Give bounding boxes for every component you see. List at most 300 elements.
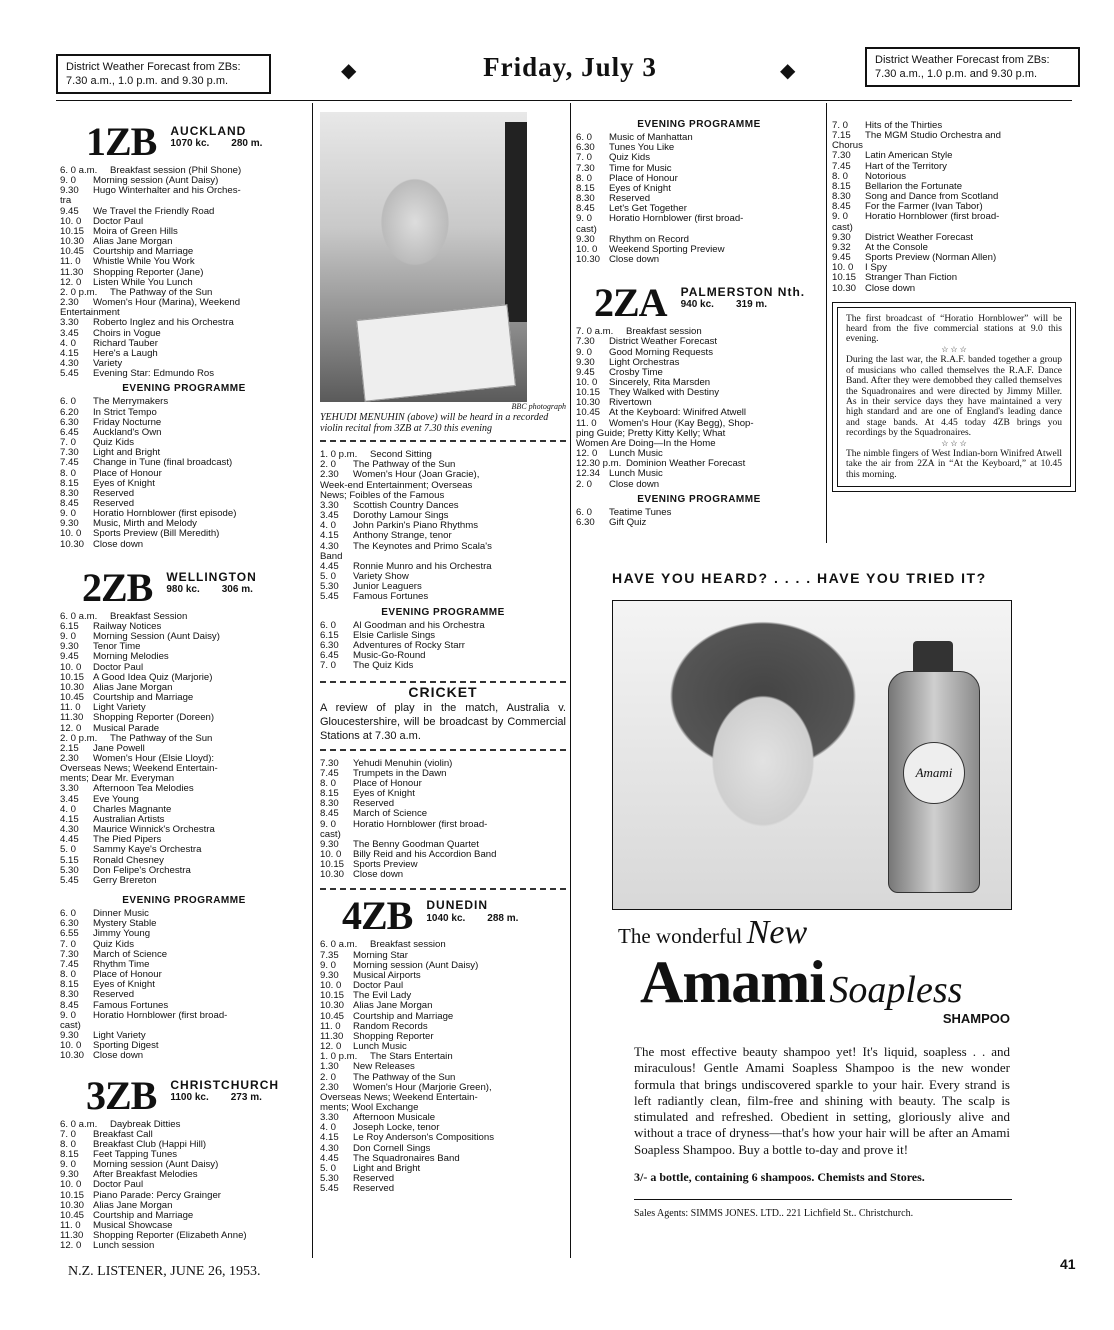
schedule-row [576, 378, 822, 388]
schedule-row [60, 540, 308, 550]
schedule-time: 12. 0 [60, 722, 82, 734]
schedule-row [576, 439, 822, 449]
schedule-time: 4.30 [320, 540, 339, 552]
schedule-time: 9.30 [832, 231, 851, 243]
schedule-programme: Chorus [832, 141, 863, 152]
schedule-row [60, 408, 308, 418]
schedule-programme: The Stars Entertain [370, 1052, 453, 1063]
schedule-time: 10. 0 [60, 661, 82, 673]
schedule-programme: cast) [60, 1020, 81, 1031]
schedule-time: 11.30 [320, 1030, 344, 1042]
schedule-time: 8.45 [60, 999, 79, 1011]
schedule-row [60, 1221, 308, 1231]
schedule-time: 6. 0 a.m. [320, 939, 358, 951]
schedule-programme: Variety [93, 358, 123, 369]
note-squadronaires: During the last war, the R.A.F. banded together a group of musicians who called themselves the R.A.F. Dance Band. After they were demobbed they called themselves the Squadronaires and were directed by Jimmy Miller. As in their service days they have maintained a very high standard and are one of England's leading dance and stage bands. At 4.45 today 4ZB brings you recordings by the Squadronaires. [846, 355, 1062, 439]
schedule-time: 2. 0 [576, 478, 593, 490]
schedule-programme: Courtship and Marriage [353, 1011, 454, 1022]
schedule-time: 2. 0 [320, 459, 337, 471]
schedule-programme: Sports Preview (Bill Meredith) [93, 529, 220, 540]
schedule-row [60, 673, 308, 683]
schedule-row [320, 769, 566, 779]
schedule-row [60, 1051, 308, 1061]
weather-right-line1: District Weather Forecast from ZBs: [875, 54, 1050, 66]
schedule-row [576, 368, 822, 378]
schedule-programme: Joseph Locke, tenor [353, 1123, 440, 1134]
schedule-row [320, 799, 566, 809]
evening-heading: EVENING PROGRAMME [637, 119, 761, 130]
schedule-programme: Musical Parade [93, 723, 160, 734]
schedule-row [576, 508, 822, 518]
schedule-programme: Tunes You Like [609, 143, 675, 154]
schedule-programme: Scottish Country Dances [353, 500, 459, 511]
note-hornblower: The first broadcast of “Horatio Hornblower” will be heard from the five commercial stations at 9.0 this evening. [846, 313, 1062, 345]
evening-heading: EVENING PROGRAMME [122, 383, 246, 395]
schedule-programme: Moira of Green Hills [93, 226, 178, 237]
schedule-time: 6.55 [60, 928, 79, 940]
schedule-row [60, 784, 308, 794]
schedule-row [60, 990, 308, 1000]
schedule-time: 7.30 [576, 336, 595, 348]
schedule-row [60, 469, 308, 479]
schedule-time: 5.15 [60, 854, 79, 866]
schedule-time: 10.30 [832, 282, 857, 294]
evening-4zb [576, 133, 822, 265]
schedule-time: 10. 0 [320, 980, 342, 992]
schedule-time: 8.30 [60, 989, 79, 1001]
schedule-row [320, 552, 566, 562]
schedule-time: 8.15 [832, 180, 851, 192]
schedule-time: 3.30 [60, 317, 79, 329]
schedule-time: 11. 0 [576, 417, 597, 429]
photo-caption: YEHUDI MENUHIN (above) will be heard in a recorded violin recital from 3ZB at 7.30 this evening [320, 412, 549, 435]
schedule-time: 8.45 [576, 203, 595, 215]
schedule-row [60, 1170, 308, 1180]
schedule-row [832, 243, 1076, 253]
schedule-row [320, 971, 566, 981]
schedule-programme: Sporting Digest [93, 1041, 159, 1052]
schedule-programme: Elsie Carlisle Sings [353, 630, 436, 641]
schedule-programme: The Quiz Kids [353, 661, 414, 672]
schedule-programme: Famous Fortunes [353, 592, 429, 603]
schedule-row [320, 1032, 566, 1042]
schedule-time: 10.15 [60, 1189, 85, 1201]
schedule-programme: ments; Wool Exchange [320, 1102, 419, 1113]
schedule-row [60, 919, 308, 929]
station-frequency: 980 kc. 306 m. [166, 583, 253, 595]
schedule-row [320, 789, 566, 799]
schedule-programme: Courtship and Marriage [93, 247, 194, 258]
ad-rule [634, 1199, 1012, 1200]
schedule-programme: The Pathway of the Sun [353, 1072, 456, 1083]
schedule-row [576, 327, 822, 337]
schedule-time: 6. 0 [576, 132, 593, 144]
schedule-time: 3.45 [60, 327, 79, 339]
schedule-programme: Random Records [353, 1021, 428, 1032]
schedule-row [60, 856, 308, 866]
schedule-programme: Morning session (Aunt Daisy) [353, 960, 479, 971]
schedule-time: 6.45 [60, 426, 79, 438]
schedule-programme: ping Guide; Pretty Kitty Kelly; What [576, 428, 726, 439]
schedule-row [576, 235, 822, 245]
schedule-time: 8.45 [60, 498, 79, 509]
schedule-time: 7.45 [320, 767, 339, 779]
schedule-row [576, 245, 822, 255]
schedule-time: 10.30 [576, 397, 601, 409]
schedule-time: 5.45 [60, 874, 79, 886]
schedule-time: 9. 0 [60, 1009, 77, 1021]
schedule-time: 10.30 [60, 681, 85, 693]
schedule-programme: Breakfast session [370, 940, 446, 951]
schedule-time: 4. 0 [320, 520, 337, 532]
notes-box [832, 302, 1076, 493]
schedule-time: 10.30 [60, 236, 85, 248]
schedule-row [320, 1001, 566, 1011]
schedule-row [320, 651, 566, 661]
schedule-programme: Second Sitting [370, 450, 432, 461]
schedule-row [60, 1140, 308, 1150]
schedule-row [832, 182, 1076, 192]
schedule-time: 9.30 [320, 838, 339, 850]
schedule-programme: Close down [609, 255, 660, 266]
ad-copy: The most effective beauty shampoo yet! It's liquid, soapless . . and miraculous! Gentle Amami Soapless Shampoo is the new wonder formula that brings undiscovered sparkle to your hair. Every strand is left radiantly clean, film-free and shining with beauty. The scalp is stimulated and refreshed. Obedient in setting, gloriously alive and without a trace of dryness—that's how your hair will be after an Amami Soapless Shampoo. Buy a bottle to-day and prove it! [634, 1044, 1010, 1157]
schedule-time: 7.30 [576, 162, 595, 174]
page-date: Friday, July 3 [483, 52, 657, 82]
schedule-row [60, 509, 308, 519]
schedule-row [320, 1052, 566, 1062]
schedule-row [60, 815, 308, 825]
schedule-time: 12. 0 [60, 1240, 82, 1252]
amami-advertisement [612, 570, 1032, 1219]
schedule-programme: Morning Star [353, 950, 408, 961]
schedule-programme: Bellarion the Fortunate [865, 181, 963, 192]
schedule-time: 7. 0 [60, 1128, 77, 1140]
schedule-programme: Horatio Hornblower (first broad- [93, 1010, 228, 1021]
schedule-row [320, 1164, 566, 1174]
schedule-time: 8.15 [320, 788, 339, 800]
schedule-1zb [60, 166, 308, 379]
schedule-row [832, 202, 1076, 212]
schedule-2zb [60, 612, 308, 886]
diamond-icon: ◆ [341, 60, 357, 82]
schedule-programme: John Parkin's Piano Rhythms [353, 521, 479, 532]
schedule-programme: The MGM Studio Orchestra and [865, 131, 1001, 142]
schedule-time: 8. 0 [60, 467, 77, 479]
schedule-time: 8. 0 [576, 172, 593, 184]
schedule-time: 6.30 [60, 416, 79, 428]
schedule-time: 10.45 [576, 407, 601, 419]
schedule-row [576, 419, 822, 429]
schedule-row [60, 1160, 308, 1170]
schedule-row [60, 247, 308, 257]
schedule-time: 9. 0 [60, 631, 77, 643]
schedule-programme: Maurice Winnick's Orchestra [93, 825, 215, 836]
schedule-row [320, 531, 566, 541]
schedule-row [320, 1022, 566, 1032]
schedule-row [320, 820, 566, 830]
evening-3zb [320, 621, 566, 672]
schedule-programme: I Spy [865, 263, 887, 274]
schedule-time: 7.35 [320, 949, 339, 961]
schedule-programme: Breakfast Club (Happi Hill) [93, 1139, 207, 1150]
station-header-2za [594, 280, 822, 326]
divider [320, 440, 566, 442]
schedule-time: 9.30 [60, 1169, 79, 1181]
schedule-2za [576, 327, 822, 490]
schedule-row [320, 951, 566, 961]
schedule-programme: Reserved [93, 990, 135, 1001]
brand-soapless: Soapless [829, 969, 963, 1011]
column-2 [320, 112, 566, 1194]
schedule-programme: Doctor Paul [93, 216, 144, 227]
schedule-programme: The Squadronaires Band [353, 1153, 460, 1164]
schedule-programme: Don Felipe's Orchestra [93, 865, 191, 876]
schedule-programme: Feet Tapping Tunes [93, 1149, 178, 1160]
schedule-time: 6. 0 a.m. [60, 1118, 98, 1130]
schedule-time: 9.30 [60, 641, 79, 653]
schedule-programme: March of Science [353, 809, 428, 820]
schedule-row [60, 329, 308, 339]
schedule-time: 12. 0 [576, 448, 598, 460]
publication-line: N.Z. LISTENER, JUNE 26, 1953. [68, 1264, 261, 1279]
station-frequency: 1100 kc. 273 m. [170, 1091, 262, 1103]
schedule-programme: Hugo Winterhalter and his Orches- [93, 186, 241, 197]
station-frequency: 1040 kc. 288 m. [426, 912, 519, 924]
schedule-programme: Breakfast Session [110, 611, 188, 622]
schedule-row [320, 870, 566, 880]
schedule-row [320, 1062, 566, 1072]
the-wonderful: The wonderful [618, 924, 743, 948]
schedule-row [320, 850, 566, 860]
schedule-programme: In Strict Tempo [93, 407, 157, 418]
schedule-row [576, 398, 822, 408]
schedule-time: 7.30 [320, 757, 339, 769]
schedule-row [60, 196, 308, 206]
schedule-time: 9. 0 [576, 213, 593, 225]
schedule-programme: Entertainment [60, 308, 120, 319]
schedule-row [60, 1001, 308, 1011]
schedule-programme: Reserved [93, 488, 135, 499]
schedule-row [832, 151, 1076, 161]
schedule-programme: Women's Hour (Marina), Weekend [93, 298, 241, 309]
schedule-time: 6. 0 [320, 619, 337, 631]
schedule-time: 10.15 [60, 671, 85, 683]
schedule-programme: Lunch Music [353, 1042, 407, 1053]
ad-price: 3/- a bottle, containing 6 shampoos. Chemists and Stores. [634, 1170, 925, 1185]
schedule-programme: Close down [93, 1051, 144, 1062]
schedule-time: 7.15 [832, 130, 851, 142]
schedule-row [60, 278, 308, 288]
schedule-programme: Close down [865, 283, 916, 294]
schedule-time: 10.15 [320, 859, 345, 871]
schedule-programme: Latin American Style [865, 151, 953, 162]
schedule-time: 10.30 [60, 1050, 85, 1062]
schedule-time: 10.45 [320, 1010, 345, 1022]
note-atwell: The nimble fingers of West Indian-born Winifred Atwell take the air from 2ZA in “At the Keyboard,” at 10.45 this morning. [846, 448, 1062, 480]
schedule-time: 10.30 [60, 538, 85, 550]
schedule-time: 3.30 [320, 1112, 339, 1124]
bottle-label: Amami [903, 742, 965, 804]
schedule-row [576, 337, 822, 347]
header-rule [56, 100, 1072, 101]
schedule-row [60, 1201, 308, 1211]
schedule-time: 2. 0 [320, 1071, 337, 1083]
schedule-time: 10.30 [320, 869, 345, 881]
schedule-row [60, 713, 308, 723]
schedule-time: 11. 0 [60, 256, 81, 268]
schedule-time: 8.15 [576, 182, 595, 194]
schedule-programme: Women's Hour (Kay Begg), Shop- [609, 418, 754, 429]
schedule-row [60, 632, 308, 642]
schedule-row [60, 257, 308, 267]
column-3 [576, 118, 822, 528]
schedule-row [60, 339, 308, 349]
schedule-time: 9.45 [60, 651, 79, 663]
schedule-programme: The Pathway of the Sun [353, 460, 456, 471]
cricket-body: A review of play in the match, Australia v. Gloucestershire, will be broadcast by Commercial Stations at 7.30 a.m. [320, 701, 566, 742]
schedule-programme: District Weather Forecast [609, 337, 718, 348]
schedule-programme: Trumpets in the Dawn [353, 768, 447, 779]
schedule-programme: Horatio Hornblower (first episode) [93, 509, 237, 520]
schedule-row [320, 1184, 566, 1194]
schedule-programme: Place of Honour [93, 970, 162, 981]
column-rule [826, 103, 827, 543]
schedule-3zb-late [320, 759, 566, 881]
schedule-programme: Breakfast Call [93, 1129, 153, 1140]
schedule-row [576, 164, 822, 174]
callsign: 3ZB [86, 1072, 157, 1118]
schedule-row [832, 162, 1076, 172]
schedule-programme: For the Farmer (Ivan Tabor) [865, 202, 983, 213]
schedule-programme: Famous Fortunes [93, 1000, 169, 1011]
schedule-time: 10. 0 [60, 528, 82, 540]
schedule-time: 8.15 [60, 1148, 79, 1160]
schedule-programme: cast) [832, 222, 853, 233]
schedule-row [832, 172, 1076, 182]
schedule-time: 9.45 [832, 252, 851, 264]
diamond-icon: ◆ [780, 60, 796, 82]
schedule-time: 4.15 [320, 1132, 339, 1144]
schedule-time: 6. 0 [60, 908, 77, 920]
schedule-row [60, 724, 308, 734]
schedule-programme: Dominion Weather Forecast [626, 459, 746, 470]
schedule-programme: Alias Jane Morgan [93, 682, 173, 693]
schedule-row [576, 348, 822, 358]
schedule-row [60, 940, 308, 950]
schedule-time: 6.30 [576, 517, 595, 528]
schedule-time: 10. 0 [576, 243, 598, 255]
schedule-programme: Alias Jane Morgan [353, 1001, 433, 1012]
schedule-time: 9.32 [832, 241, 851, 253]
schedule-row [60, 418, 308, 428]
schedule-programme: Music, Mirth and Melody [93, 519, 197, 530]
schedule-programme: Alias Jane Morgan [93, 1200, 173, 1211]
schedule-programme: Eyes of Knight [93, 980, 155, 991]
schedule-programme: Variety Show [353, 572, 409, 583]
schedule-programme: Railway Notices [93, 621, 162, 632]
ad-headline: HAVE YOU HEARD? . . . . HAVE YOU TRIED IT? [612, 570, 987, 586]
schedule-programme: Breakfast session (Phil Shone) [110, 166, 242, 176]
schedule-programme: Close down [93, 539, 144, 550]
weather-left-line2: 7.30 a.m., 1.0 p.m. and 9.30 p.m. [66, 75, 229, 87]
schedule-row [60, 734, 308, 744]
schedule-time: 8.30 [576, 193, 595, 205]
schedule-row [60, 970, 308, 980]
schedule-time: 7.30 [60, 447, 79, 459]
evening-heading: EVENING PROGRAMME [122, 895, 246, 906]
schedule-programme: Rhythm Time [93, 959, 150, 970]
schedule-programme: Let's Get Together [609, 204, 687, 215]
schedule-row [576, 143, 822, 153]
schedule-programme: The Keynotes and Primo Scala's [353, 541, 492, 552]
schedule-time: 5.45 [320, 1183, 339, 1195]
schedule-time: 8.30 [832, 191, 851, 203]
callsign: 1ZB [86, 119, 157, 164]
schedule-row [60, 1031, 308, 1041]
schedule-programme: Women Are Doing—In the Home [576, 438, 716, 449]
schedule-row [320, 860, 566, 870]
schedule-programme: Evening Star: Edmundo Ros [93, 369, 215, 380]
schedule-programme: Sincerely, Rita Marsden [609, 377, 711, 388]
brand-amami: Amami [640, 949, 825, 1015]
schedule-programme: Roberto Inglez and his Orchestra [93, 318, 234, 329]
schedule-time: 9.45 [576, 366, 595, 378]
schedule-row [60, 207, 308, 217]
schedule-row [576, 194, 822, 204]
brand-shampoo: SHAMPOO [942, 1011, 1010, 1026]
station-city: WELLINGTON [166, 569, 257, 584]
schedule-programme: After Breakfast Melodies [93, 1170, 198, 1181]
schedule-time: 7.45 [60, 958, 79, 970]
schedule-row [320, 830, 566, 840]
schedule-row [60, 764, 308, 774]
column-4 [832, 121, 1076, 492]
column-rule [312, 103, 313, 1258]
schedule-programme: Don Cornell Sings [353, 1143, 431, 1154]
schedule-programme: Musical Showcase [93, 1221, 173, 1232]
schedule-time: 7. 0 [576, 152, 593, 164]
callsign: 4ZB [342, 893, 413, 939]
schedule-3zb [60, 1120, 308, 1252]
schedule-programme: Doctor Paul [93, 662, 144, 673]
schedule-programme: Crosby Time [609, 367, 663, 378]
schedule-row [320, 470, 566, 480]
schedule-row [576, 153, 822, 163]
station-frequency: 940 kc. 319 m. [680, 299, 768, 311]
schedule-programme: Sports Preview (Norman Allen) [865, 253, 997, 264]
schedule-row [576, 214, 822, 224]
schedule-row [60, 438, 308, 448]
schedule-programme: Auckland's Own [93, 427, 162, 438]
schedule-time: 5. 0 [60, 844, 77, 856]
schedule-row [320, 940, 566, 950]
schedule-row [576, 204, 822, 214]
schedule-programme: Musical Airports [353, 970, 421, 981]
schedule-row [320, 631, 566, 641]
schedule-programme: Billy Reid and his Accordion Band [353, 850, 497, 860]
schedule-time: 12.30 p.m. [576, 458, 622, 470]
schedule-programme: Yehudi Menuhin (violin) [353, 758, 453, 769]
schedule-programme: March of Science [93, 949, 168, 960]
divider [320, 888, 566, 890]
schedule-programme: Eyes of Knight [93, 478, 155, 489]
schedule-row [60, 612, 308, 622]
schedule-programme: Time for Music [609, 163, 672, 174]
schedule-programme: Good Morning Requests [609, 347, 713, 358]
schedule-row [320, 450, 566, 460]
schedule-time: 6. 0 [576, 506, 593, 518]
schedule-row [320, 460, 566, 470]
